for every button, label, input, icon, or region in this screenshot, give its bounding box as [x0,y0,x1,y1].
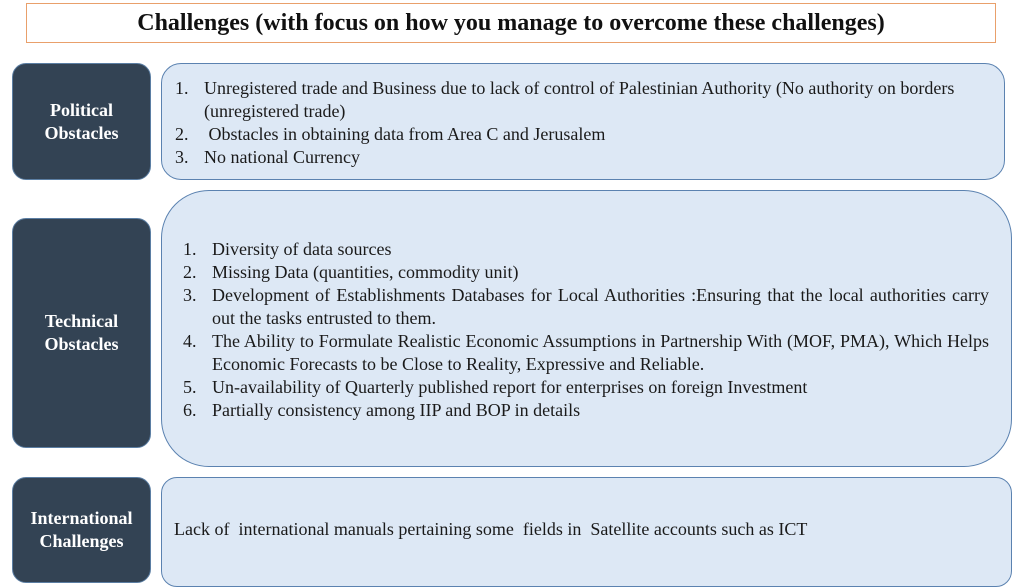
list-item [183,399,989,422]
political-obstacles-panel [161,63,1005,180]
list-text: The Ability to Formulate Realistic Economic Assumptions in Partnership With (MOF, PMA), Which Helps Economic Forecasts to be Close to Reality, Expressive and Reliable. [212,331,989,374]
list-number: 5. [183,377,197,397]
list-item [175,146,964,169]
title-box [26,3,996,43]
list-number: 2. [175,124,189,144]
list-text: Development of Establishments Databases for Local Authorities :Ensuring that the local authorities carry out the tasks entrusted to them. [212,285,989,328]
list-item [183,330,989,376]
list-text: Unregistered trade and Business due to lack of control of Palestinian Authority (No authority on borders (unregistered trade) [204,78,955,121]
section-label: Technical Obstacles [44,311,119,354]
international-challenges-label [12,477,151,583]
list-number: 2. [183,262,197,282]
list-item [183,261,989,284]
list-item [175,77,964,123]
list-number: 1. [175,78,189,98]
list-text: Un-availability of Quarterly published report for enterprises on foreign Investment [212,377,808,397]
list-text: Partially consistency among IIP and BOP in details [212,400,581,420]
list-item [183,376,989,399]
list-item [183,238,989,261]
list-number: 6. [183,400,197,420]
technical-obstacles-panel [161,190,1012,467]
page-title: Challenges (with focus on how you manage to overcome these challenges) [137,9,885,36]
list-text: Missing Data (quantities, commodity unit) [212,262,519,282]
technical-obstacles-list [183,238,989,422]
technical-obstacles-label [12,218,151,448]
international-challenges-panel [161,477,1012,587]
political-obstacles-label [12,63,151,180]
list-number: 3. [175,147,189,167]
political-obstacles-list [175,77,964,169]
list-number: 4. [183,331,197,351]
list-text: No national Currency [204,147,360,167]
list-item [183,284,989,330]
list-text: Obstacles in obtaining data from Area C and Jerusalem [204,124,606,144]
list-item [175,123,964,146]
list-number: 3. [183,285,197,305]
list-text: Diversity of data sources [212,239,392,259]
list-number: 1. [183,239,197,259]
section-label: International Challenges [30,508,133,551]
section-text: Lack of international manuals pertaining some fields in Satellite accounts such as ICT [174,519,808,539]
section-label: Political Obstacles [44,99,119,143]
